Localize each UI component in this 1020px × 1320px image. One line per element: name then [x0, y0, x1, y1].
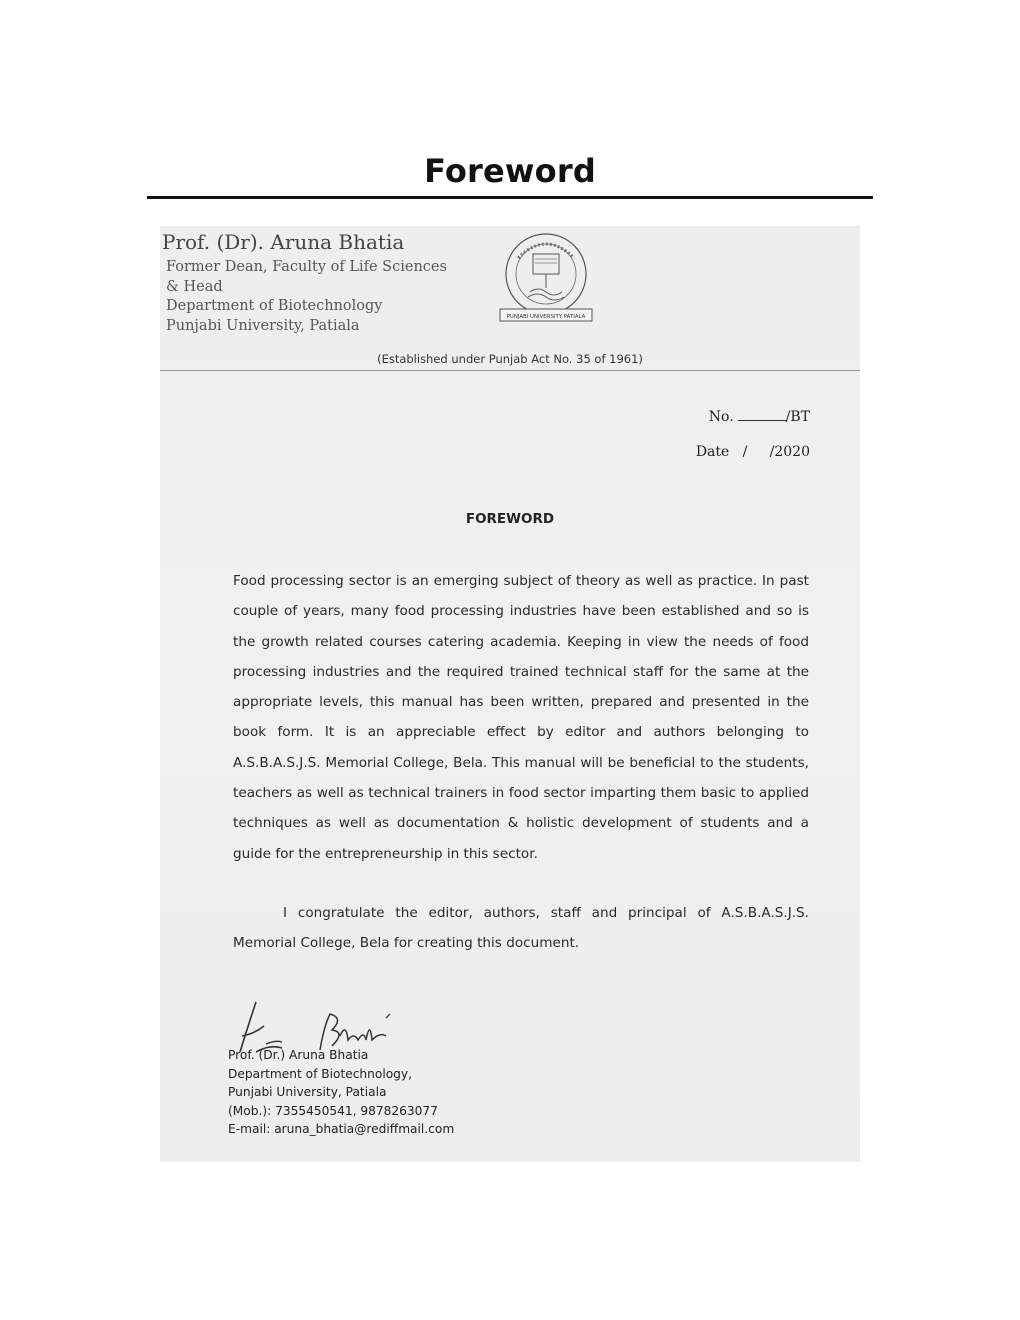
page-title: Foreword	[424, 152, 596, 190]
university-emblem-icon	[498, 232, 594, 324]
letterhead-line: & Head	[166, 278, 223, 295]
letterhead-line: Department of Biotechnology	[166, 298, 383, 314]
reference-number: No. /BT	[708, 409, 810, 425]
foreword-letter-scan	[160, 226, 860, 1162]
blank-line	[738, 420, 786, 421]
letterhead-details	[166, 258, 447, 336]
reference-date: Date / /2020	[695, 444, 810, 460]
letterhead-divider	[160, 370, 860, 371]
letterhead-line: Punjabi University, Patiala	[166, 317, 360, 334]
letterhead-name: Prof. (Dr). Aruna Bhatia	[162, 230, 405, 254]
foreword-body: Food processing sector is an emerging subject of theory as well as practice. In past couple of years, many food processing industries have been established and so is the growth related courses catering academia. Keeping in view the needs of food processing industries and the required trained technical staff for the same at the appropriate levels, this manual has been written, prepared and presented in the book form. It is an appreciable effect by editor and authors belonging to A.S.B.A.S.J.S. Memorial College, Bela. This manual will be beneficial to the students, teachers as well as technical trainers in food sector imparting them basic to applied techniques as well as documentation & holistic development of students and a guide for the entrepreneurship in this sector.	[233, 573, 809, 862]
signatory-email: E-mail: aruna_bhatia@rediffmail.com	[228, 1122, 455, 1137]
title-divider	[147, 196, 873, 199]
foreword-heading: FOREWORD	[465, 511, 555, 527]
signatory-department: Department of Biotechnology,	[228, 1066, 412, 1081]
signature-block	[228, 1046, 454, 1139]
congratulations-paragraph: I congratulate the editor, authors, staff and principal of A.S.B.A.S.J.S. Memorial College, Bela for creating this document.	[233, 905, 809, 952]
letterhead-line: Former Dean, Faculty of Life Sciences	[166, 259, 447, 275]
signatory-mobile: (Mob.): 7355450541, 9878263077	[228, 1103, 438, 1118]
established-note: (Established under Punjab Act No. 35 of 1961)	[377, 352, 643, 366]
emblem-caption: PUNJABI UNIVERSITY PATIALA	[506, 314, 586, 320]
signatory-name: Prof. (Dr.) Aruna Bhatia	[228, 1048, 369, 1062]
signatory-university: Punjabi University, Patiala	[228, 1085, 387, 1100]
